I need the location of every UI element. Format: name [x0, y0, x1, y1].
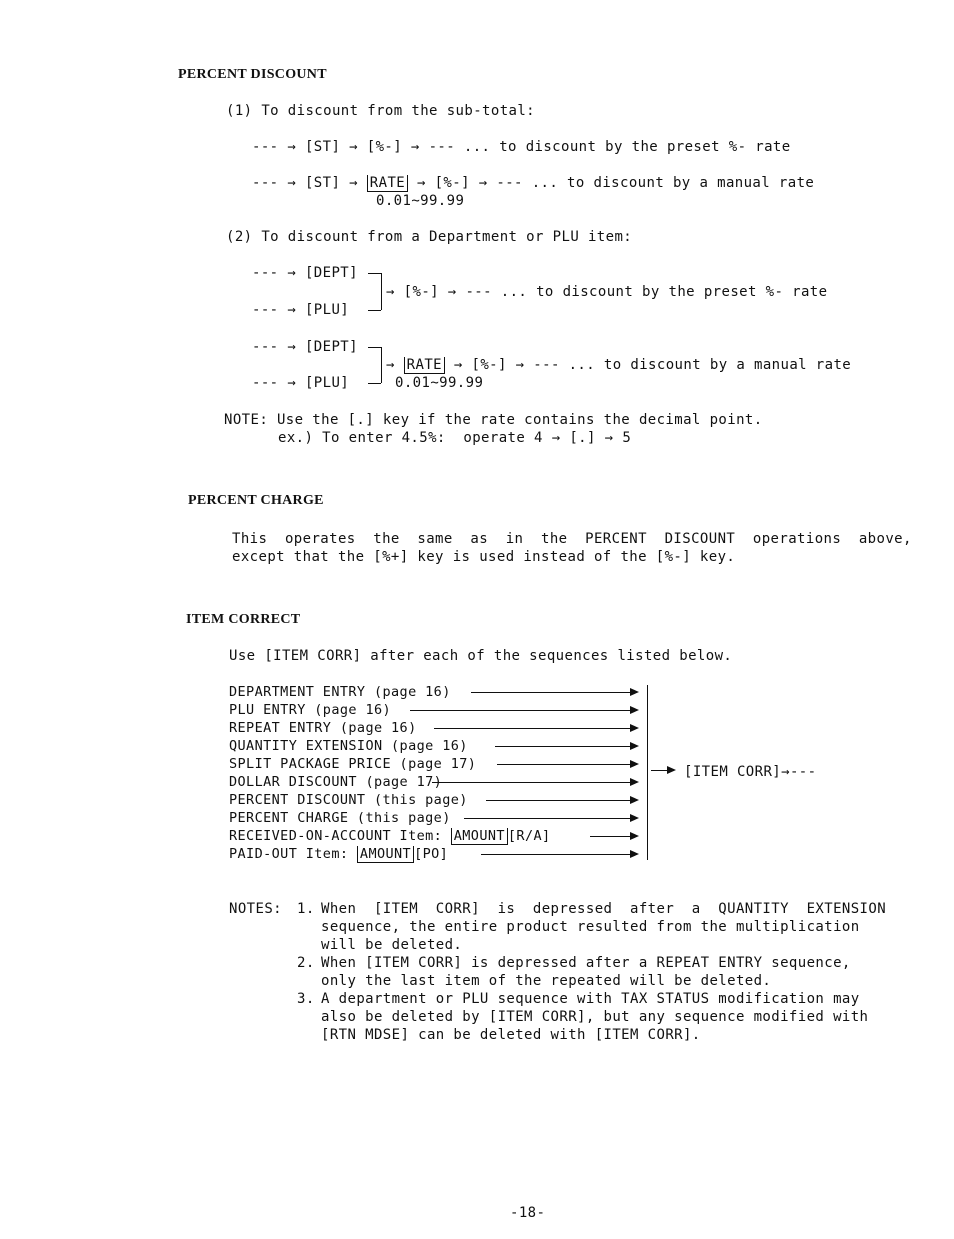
item-correct-intro: Use [ITEM CORR] after each of the sequences listed below.: [229, 648, 733, 664]
arrow-percent-charge: [464, 818, 637, 819]
bracket-top-manual: [368, 347, 381, 348]
note1-line-2: sequence, the entire product resulted from the multiplication: [321, 919, 860, 935]
sequence-manual-subtotal: --- → [ST] → RATE → [%-] → --- ... to discount by a manual rate: [252, 175, 815, 191]
arrow-received-on-account: [590, 836, 637, 837]
entry-department: DEPARTMENT ENTRY (page 16): [229, 684, 451, 700]
arrow-to-item-corr: [651, 770, 674, 771]
amount-key-po: AMOUNT: [357, 846, 414, 863]
notes-label: NOTES:: [229, 901, 282, 917]
arrow-percent-discount: [486, 800, 637, 801]
note3-line-1: A department or PLU sequence with TAX STATUS modification may: [321, 991, 860, 1007]
note2-line-1: When [ITEM CORR] is depressed after a REPEAT ENTRY sequence,: [321, 955, 851, 971]
note3-number: 3.: [297, 991, 315, 1007]
note-line-2: ex.) To enter 4.5%: operate 4 → [.] → 5: [278, 430, 632, 446]
note2-line-2: only the last item of the repeated will be deleted.: [321, 973, 772, 989]
entry-received-on-account: RECEIVED-ON-ACCOUNT Item: AMOUNT [R/A]: [229, 828, 551, 844]
note1-number: 1.: [297, 901, 315, 917]
step2-title: (2) To discount from a Department or PLU item:: [226, 229, 633, 245]
bracket-bottom-manual: [368, 383, 381, 384]
item-corr-result: [ITEM CORR]→---: [684, 764, 817, 780]
note1-line-1: When [ITEM CORR] is depressed after a QUANTITY EXTENSION: [321, 901, 887, 917]
item-correct-heading: ITEM CORRECT: [186, 612, 301, 627]
entry-paid-out: PAID-OUT Item: AMOUNT [PO]: [229, 846, 449, 862]
dept-sequence-manual: --- → [DEPT]: [252, 339, 358, 355]
entry-quantity-extension: QUANTITY EXTENSION (page 16): [229, 738, 468, 754]
arrow-dollar-discount: [432, 782, 637, 783]
entry-percent-charge: PERCENT CHARGE (this page): [229, 810, 451, 826]
arrow-department: [471, 692, 637, 693]
bracket-bottom: [368, 310, 381, 311]
arrow-repeat: [434, 728, 637, 729]
step1-title: (1) To discount from the sub-total:: [226, 103, 536, 119]
preset-result: → [%-] → --- ... to discount by the preset %- rate: [386, 284, 828, 300]
plu-sequence: --- → [PLU]: [252, 302, 350, 318]
page-number: -18-: [510, 1205, 546, 1221]
rate-range-manual: 0.01~99.99: [395, 375, 484, 391]
rate-key: RATE: [367, 175, 408, 192]
entry-plu: PLU ENTRY (page 16): [229, 702, 392, 718]
collector-line: [647, 685, 648, 860]
percent-discount-heading: PERCENT DISCOUNT: [178, 67, 327, 82]
plu-sequence-manual: --- → [PLU]: [252, 375, 350, 391]
note3-line-2: also be deleted by [ITEM CORR], but any sequence modified with: [321, 1009, 869, 1025]
note2-number: 2.: [297, 955, 315, 971]
bracket-vertical-manual: [381, 347, 382, 383]
note3-line-3: [RTN MDSE] can be deleted with [ITEM CORR].: [321, 1027, 701, 1043]
arrow-split-package: [497, 764, 637, 765]
arrow-plu: [410, 710, 637, 711]
bracket-vertical: [381, 273, 382, 310]
percent-charge-heading: PERCENT CHARGE: [188, 493, 324, 508]
manual-result: → RATE → [%-] → --- ... to discount by a manual rate: [386, 357, 852, 373]
percent-charge-line-1: This operates the same as in the PERCENT DISCOUNT operations above,: [232, 531, 912, 547]
entry-percent-discount: PERCENT DISCOUNT (this page): [229, 792, 468, 808]
arrow-quantity-extension: [495, 746, 637, 747]
arrow-paid-out: [481, 854, 637, 855]
sequence-preset-subtotal: --- → [ST] → [%-] → --- ... to discount by the preset %- rate: [252, 139, 791, 155]
percent-charge-line-2: except that the [%+] key is used instead of the [%-] key.: [232, 549, 736, 565]
entry-repeat: REPEAT ENTRY (page 16): [229, 720, 417, 736]
note-line-1: NOTE: Use the [.] key if the rate contains the decimal point.: [224, 412, 763, 428]
entry-dollar-discount: DOLLAR DISCOUNT (page 17): [229, 774, 443, 790]
note1-line-3: will be deleted.: [321, 937, 463, 953]
rate-key-manual: RATE: [404, 357, 445, 374]
amount-key: AMOUNT: [451, 828, 508, 845]
bracket-top: [368, 273, 381, 274]
dept-sequence: --- → [DEPT]: [252, 265, 358, 281]
rate-range: 0.01~99.99: [376, 193, 465, 209]
entry-split-package: SPLIT PACKAGE PRICE (page 17): [229, 756, 477, 772]
